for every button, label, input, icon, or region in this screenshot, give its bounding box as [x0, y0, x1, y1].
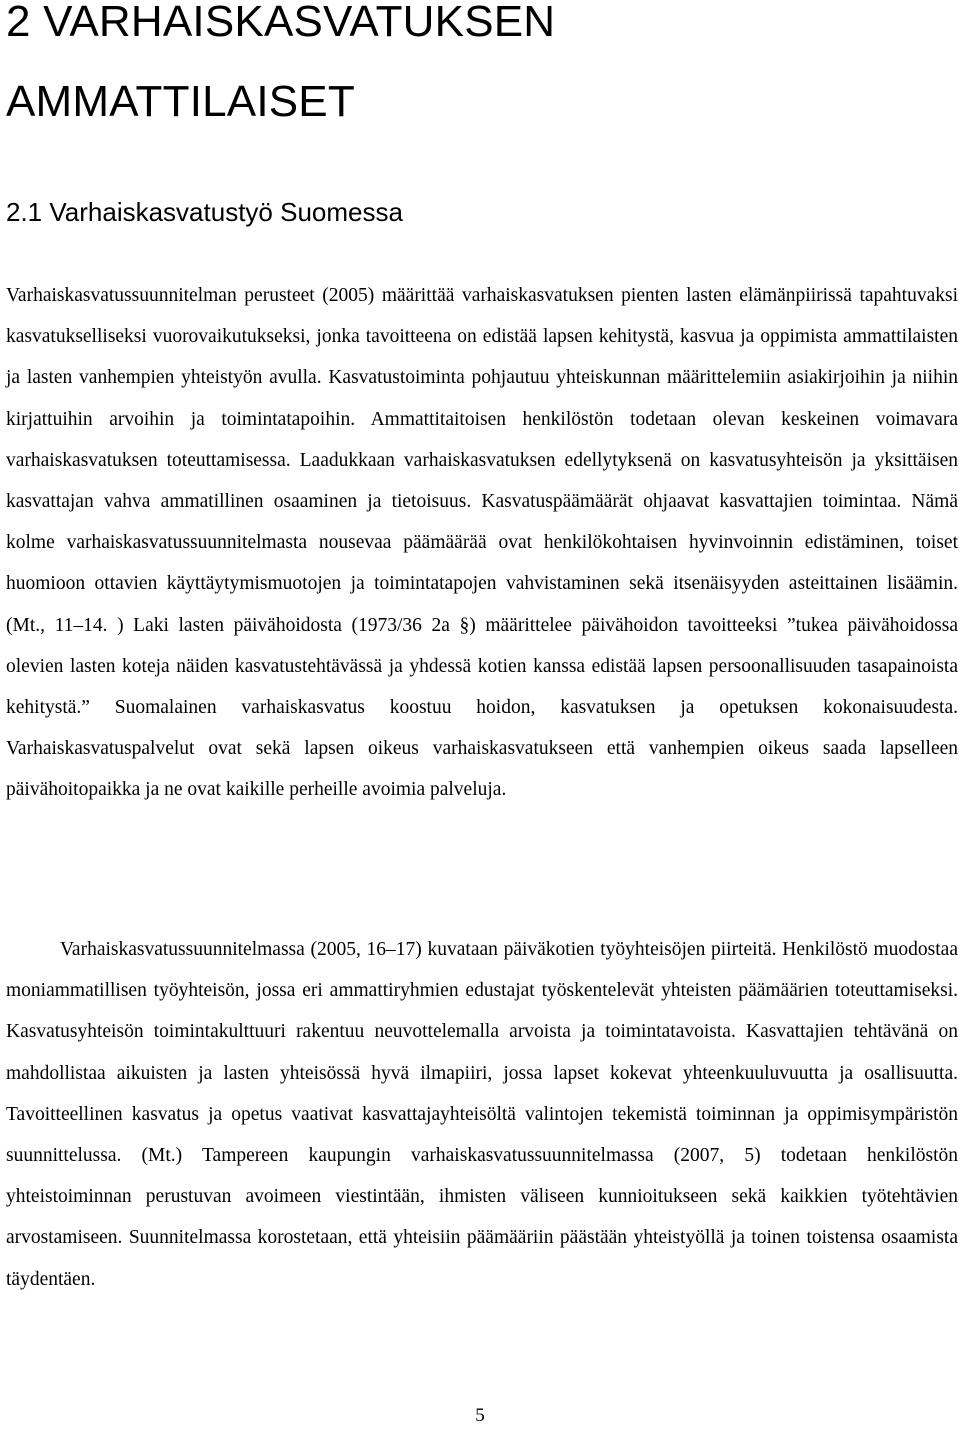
body-paragraph-1: Varhaiskasvatussuunnitelman perusteet (2005) määrittää varhaiskasvatuksen pienten lasten elämänpiirissä tapahtuvaksi kasvatukselliseksi vuorovaikutukseksi, jonka tavoitteena on edistää lapsen kehitystä, kasvua ja oppimista ammattilaisten ja lasten vanhempien yhteistyön avulla. Kasvatustoiminta pohjautuu yhteiskunnan määrittelemiin asiakirjoihin ja niihin kirjattuihin arvoihin ja toimintatapoihin. Ammattitaitoisen henkilöstön todetaan olevan keskeinen voimavara varhaiskasvatuksen toteuttamisessa. Laadukkaan varhaiskasvatuksen edellytyksenä on kasvatusyhteisön ja yksittäisen kasvattajan vahva ammatillinen osaaminen ja tietoisuus. Kasvatuspäämäärät ohjaavat kasvattajien toimintaa. Nämä kolme varhaiskasvatussuunnitelmasta nousevaa päämäärää ovat henkilökohtaisen hyvinvoinnin edistäminen, toiset huomioon ottavien käyttäytymismuotojen ja toimintatapojen vahvistaminen sekä itsenäisyyden asteittainen lisäämin. (Mt., 11–14. ) Laki lasten päivähoidosta (1973/36 2a §) määrittelee päivähoidon tavoitteeksi ”tukea päivähoidossa olevien lasten koteja näiden kasvatustehtävässä ja yhdessä kotien kanssa edistää lapsen persoonallisuuden tasapainoista kehitystä.” Suomalainen varhaiskasvatus koostuu hoidon, kasvatuksen ja opetuksen kokonaisuudesta. Varhaiskasvatuspalvelut ovat sekä lapsen oikeus varhaiskasvatukseen että vanhempien oikeus saada lapselleen päivähoitopaikka ja ne ovat kaikille perheille avoimia palveluja.	[6, 285, 958, 801]
body-paragraph-2: Varhaiskasvatussuunnitelmassa (2005, 16–17) kuvataan päiväkotien työyhteisöjen piirteitä. Henkilöstö muodostaa moniammatillisen työyhteisön, jossa eri ammattiryhmien edustajat työskentelevät yhteisten päämäärien toteuttamiseksi. Kasvatusyhteisön toimintakulttuuri rakentuu neuvottelemalla arvoista ja toimintatavoista. Kasvattajien tehtävänä on mahdollistaa aikuisten ja lasten yhteisössä hyvä ilmapiiri, jossa lapset kokevat yhteenkuuluvuutta ja osallisuutta. Tavoitteellinen kasvatus ja opetus vaativat kasvattajayhteisöltä valintojen tekemistä toiminnan ja oppimisympäristön suunnittelussa. (Mt.) Tampereen kaupungin varhaiskasvatussuunnitelmassa (2007, 5) todetaan henkilöstön yhteistoiminnan perustuvan avoimeen viestintään, ihmisten väliseen kunnioitukseen sekä kaikkien työtehtävien arvostamiseen. Suunnitelmassa korostetaan, että yhteisiin päämääriin päästään yhteistyöllä ja toinen toistensa osaamista täydentäen.	[6, 939, 958, 1290]
page-number: 5	[475, 1405, 485, 1426]
chapter-title	[6, 0, 906, 142]
section-title: 2.1 Varhaiskasvatustyö Suomessa	[6, 197, 403, 227]
chapter-title-line2: AMMATTILAISET	[6, 77, 355, 126]
chapter-title-line1: 2 VARHAISKASVATUKSEN	[6, 0, 556, 46]
